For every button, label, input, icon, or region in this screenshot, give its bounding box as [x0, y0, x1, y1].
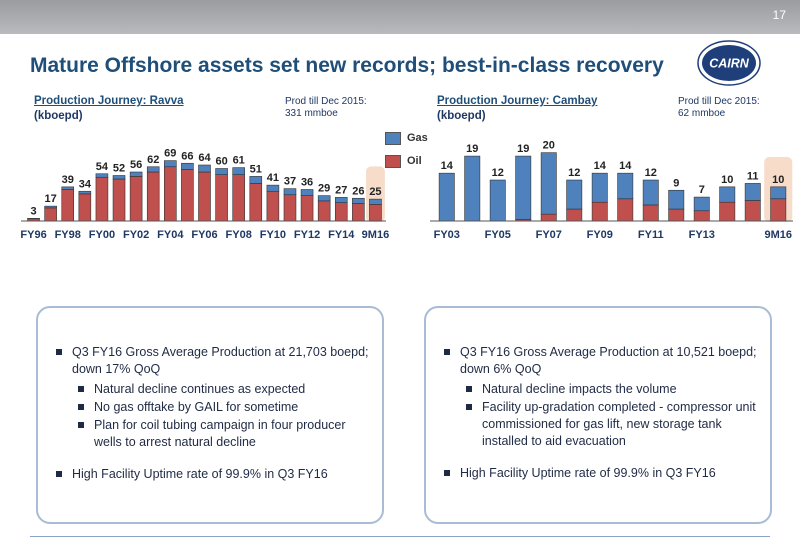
cambay-data-label: 14 [593, 160, 606, 173]
cambay-bullet-uptime: High Facility Uptime rate of 99.9% in Q3 FY16 [440, 465, 758, 482]
ravva-bullet-uptime: High Facility Uptime rate of 99.9% in Q3 FY16 [52, 466, 370, 483]
ravva-note-line1: Prod till Dec 2015: [285, 96, 367, 107]
footer-divider [30, 536, 770, 537]
cambay-data-label: 12 [644, 167, 657, 179]
cambay-data-label: 9 [673, 177, 680, 190]
cambay-bar-oil [618, 199, 633, 221]
ravva-heading: Production Journey: Ravva [34, 95, 184, 107]
cambay-bar-gas [745, 183, 760, 200]
cambay-data-label: 19 [517, 143, 530, 156]
cambay-bar-gas [592, 173, 607, 202]
cambay-bar-gas [694, 197, 709, 211]
ravva-tick-label: 9M16 [361, 229, 390, 241]
ravva-unit: (kboepd) [34, 110, 83, 122]
ravva-data-label: 52 [112, 162, 126, 175]
ravva-data-label: 37 [283, 175, 297, 188]
ravva-data-label: 39 [61, 173, 74, 186]
cambay-unit: (kboepd) [437, 110, 486, 122]
cambay-bar-oil [643, 205, 658, 221]
cambay-data-label: 12 [491, 167, 504, 179]
cambay-tick-label: FY07 [535, 229, 562, 241]
cambay-bar-gas [771, 187, 786, 199]
cambay-tick-label: FY05 [484, 229, 511, 241]
cambay-tick-label: FY09 [586, 229, 613, 241]
ravva-data-label: 36 [300, 176, 314, 189]
ravva-data-label: 29 [318, 182, 331, 195]
logo-text: CAIRN [709, 56, 749, 71]
cambay-summary-box [424, 306, 772, 524]
cambay-bar-gas [439, 173, 454, 221]
ravva-tick-label: FY10 [259, 229, 287, 241]
cambay-bar-oil [694, 211, 709, 221]
ravva-data-label: 17 [44, 193, 57, 206]
ravva-sub-bullet: No gas offtake by GAIL for sometime [52, 399, 370, 416]
cambay-bar-gas [516, 156, 531, 219]
ravva-bullet-production: Q3 FY16 Gross Average Production at 21,703 boepd; down 17% QoQ [52, 344, 370, 378]
cambay-heading: Production Journey: Cambay [437, 95, 598, 107]
cambay-data-label: 20 [542, 139, 555, 152]
cambay-note-line1: Prod till Dec 2015: [678, 96, 760, 107]
cambay-bar-oil [592, 202, 607, 221]
cambay-bar-oil [567, 209, 582, 221]
ravva-tick-label: FY06 [191, 229, 218, 241]
ravva-data-label: 41 [266, 172, 280, 185]
cambay-bullet-production: Q3 FY16 Gross Average Production at 10,521 boepd; down 6% QoQ [440, 344, 758, 378]
cambay-data-label: 11 [746, 170, 759, 183]
ravva-data-label: 27 [335, 184, 348, 197]
cambay-note-line2: 62 mmboe [678, 108, 726, 119]
cambay-data-label: 14 [440, 160, 453, 173]
cambay-bar-gas [720, 187, 735, 202]
cambay-bar-gas [567, 180, 582, 209]
ravva-sub-bullet: Natural decline continues as expected [52, 381, 370, 398]
cambay-bar-gas [618, 173, 633, 199]
ravva-tick-label: FY98 [54, 229, 81, 241]
cambay-bar-oil [745, 201, 760, 222]
ravva-data-label: 64 [198, 152, 211, 164]
ravva-sub-bullet: Plan for coil tubing campaign in four producer wells to arrest natural decline [52, 417, 370, 451]
ravva-data-label: 51 [249, 163, 262, 176]
page-title: Mature Offshore assets set new records; best-in-class recovery [30, 54, 664, 77]
ravva-data-label: 34 [78, 178, 91, 191]
ravva-tick-label: FY04 [157, 229, 184, 241]
cambay-sub-bullet: Natural decline impacts the volume [440, 381, 758, 398]
legend-gas-label: Gas [407, 132, 428, 144]
ravva-data-label: 3 [30, 205, 37, 218]
cambay-tick-label: 9M16 [764, 229, 793, 241]
cambay-chart [0, 0, 800, 260]
ravva-data-label: 26 [352, 185, 365, 198]
slide-number: 17 [772, 8, 786, 22]
cambay-bar-oil [720, 202, 735, 221]
cambay-data-label: 7 [698, 184, 705, 197]
cambay-bar-gas [465, 156, 480, 221]
ravva-data-label: 61 [232, 154, 245, 167]
cambay-bar-oil [541, 214, 556, 221]
ravva-summary-box [36, 306, 384, 524]
cambay-data-label: 14 [619, 160, 632, 173]
ravva-tick-label: FY02 [122, 229, 150, 241]
cambay-bar-gas [490, 180, 505, 221]
cambay-data-label: 10 [721, 173, 734, 186]
cambay-tick-label: FY13 [688, 229, 715, 241]
cambay-bar-oil [669, 209, 684, 221]
ravva-tick-label: FY14 [328, 229, 355, 241]
cambay-sub-bullet: Facility up-gradation completed - compressor unit commissioned for gas lift, new storage tank installed to aid evacuation [440, 399, 758, 450]
cambay-bar-gas [643, 180, 658, 205]
ravva-data-label: 60 [215, 155, 228, 168]
ravva-tick-label: FY00 [88, 229, 116, 241]
ravva-tick-label: FY96 [20, 229, 47, 241]
cambay-bar-gas [669, 190, 684, 209]
cambay-bar-gas [541, 153, 556, 215]
ravva-data-label: 62 [147, 153, 160, 166]
ravva-note-line2: 331 mmboe [285, 108, 338, 119]
ravva-data-label: 54 [95, 160, 109, 173]
cambay-data-label: 10 [772, 173, 785, 186]
ravva-data-label: 56 [129, 159, 143, 171]
cambay-tick-label: FY03 [433, 229, 460, 241]
cambay-tick-label: FY11 [637, 229, 664, 241]
ravva-tick-label: FY12 [293, 229, 321, 241]
ravva-tick-label: FY08 [225, 229, 252, 241]
cambay-data-label: 12 [568, 167, 581, 179]
ravva-data-label: 25 [369, 186, 382, 199]
cambay-data-label: 19 [466, 143, 479, 156]
cambay-bar-oil [771, 199, 786, 221]
ravva-data-label: 69 [164, 147, 177, 160]
legend-oil-label: Oil [407, 155, 422, 167]
ravva-data-label: 66 [181, 150, 194, 163]
